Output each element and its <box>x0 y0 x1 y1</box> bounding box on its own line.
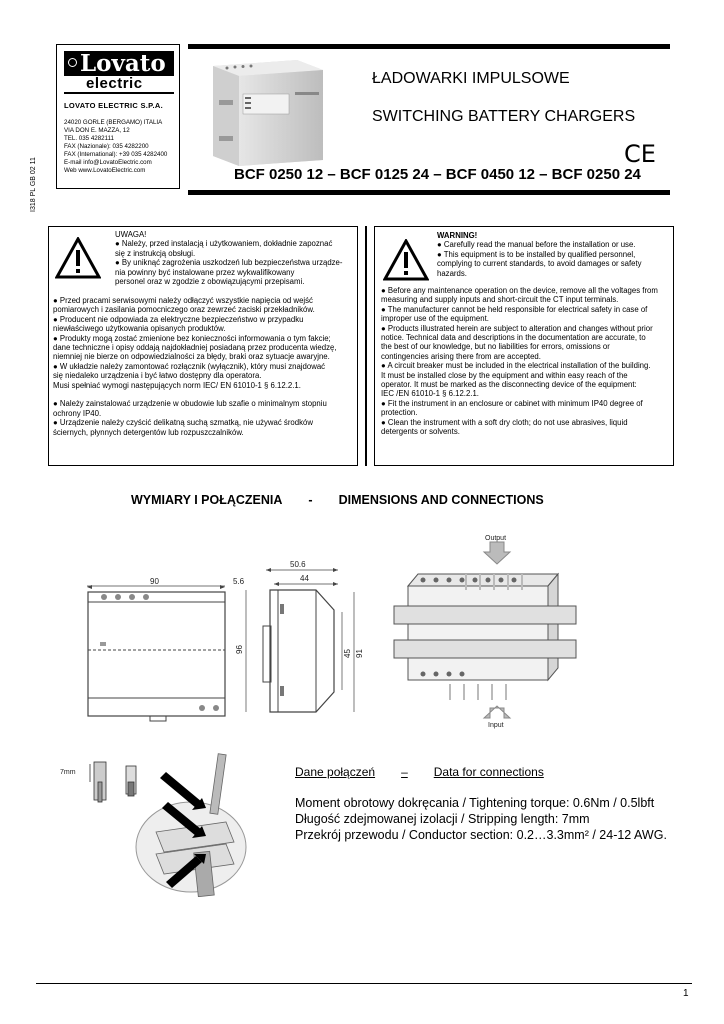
connection-detail-image <box>56 752 256 897</box>
dim-height-inner: 45 <box>343 649 352 658</box>
dim-height-outer: 91 <box>355 649 364 658</box>
warning-triangle-icon <box>55 237 101 279</box>
connection-data-title: Dane połączeń – Data for connections <box>295 765 544 779</box>
dim-height: 96 <box>235 645 244 654</box>
dimensions-section-title: WYMIARY I POŁĄCZENIA - DIMENSIONS AND CONNECTIONS <box>131 493 544 507</box>
output-label: Output <box>485 535 507 542</box>
warning-triangle-icon <box>383 239 429 281</box>
dim-depth: 44 <box>300 574 309 583</box>
company-name: LOVATO ELECTRIC S.P.A. <box>64 101 163 110</box>
front-view-drawing <box>87 585 225 721</box>
page-number: 1 <box>683 988 689 999</box>
company-address: 24020 GORLE (BERGAMO) ITALIA VIA DON E. MAZZA, 12 TEL. 035 4282111 FAX (Nazionale): 035 4282200 FAX (International): +39 035 4282400 E-mail info@LovatoElectric.com Web www.LovatoElectric.com <box>64 119 168 174</box>
side-view-drawing <box>246 568 354 712</box>
header-rule-top <box>188 44 670 49</box>
title-english: SWITCHING BATTERY CHARGERS <box>372 108 636 125</box>
tightening-torque: Moment obrotowy dokręcania / Tightening torque: 0.6Nm / 0.5lbft <box>295 796 655 810</box>
header-rule-bottom <box>188 190 670 195</box>
document-code: I318 PL GB 02 11 <box>30 157 37 212</box>
ce-mark-icon: CE <box>624 140 656 168</box>
conductor-section: Przekrój przewodu / Conductor section: 0.2…3.3mm² / 24-12 AWG. <box>295 828 667 842</box>
input-label: Input <box>488 722 504 729</box>
dim-depth-offset: 5.6 <box>233 577 245 586</box>
title-polish: ŁADOWARKI IMPULSOWE <box>372 70 570 87</box>
company-info-box <box>56 44 180 189</box>
warning-box-english: WARNING! ● Carefully read the manual before the installation or use. ● This equipment is to be installed by qualified personnel, complying to current standards, to avoid damages or safety hazards. ● Before any maintenance operation on the device, remove all the voltages from measuring and supply inputs and short-circuit the CT input terminals. ● The manufacturer cannot be held responsible for electrical safety in case of improper use of the equipment. ● Products illustrated herein are subject to alteration and changes without prior notice. Technical data and descriptions in the documentation are accurate, to the best of our knowledge, but no liabilities for errors, omissions or contingencies arising there from are accepted. ● A circuit breaker must be included in the electrical installation of the building. It must be installed close by the equipment and within easy reach of the operator. It must be marked as the disconnecting device of the equipment: IEC /EN 61010-1 § 6.12.2.1. ● Fit the instrument in an enclosure or cabinet with minimum IP40 degree of protection. ● Clean the instrument with a soft dry cloth; do not use abrasives, liquid detergents or solvents. <box>374 226 674 466</box>
device-photo <box>205 56 335 168</box>
lovato-logo: Lovato electric <box>64 51 174 91</box>
model-list: BCF 0250 12 – BCF 0125 24 – BCF 0450 12 – BCF 0250 24 <box>234 166 641 183</box>
dim-width: 90 <box>150 577 159 586</box>
stripping-length: Długość zdejmowanej izolacji / Stripping length: 7mm <box>295 812 590 826</box>
warning-divider <box>365 226 367 466</box>
warning-box-polish: UWAGA! ● Należy, przed instalacją i użytkowaniem, dokładnie zapoznać się z instrukcją obsługi. ● By uniknąć zagrożenia uszkodzeń lub bezpieczeństwa urządze- nia powinny być instalowane przez wykwalifikowany personel oraz w zgodzie z obowiązującymi przepisami. ● Przed pracami serwisowymi należy odłączyć wszystkie napięcia od wejść pomiarowych i zasilania pomocniczego oraz zewrzeć zaciski przekładników. ● Producent nie odpowiada za elektryczne bezpieczeństwo w przypadku niewłaściwego użytkowania opisanych produktów. ● Produkty mogą zostać zmienione bez konieczności informowania o tym fakcie; dane techniczne i opisy oddają najdokładniej posiadaną przez producenta wiedzę, niemniej nie bierze on odpowiedzialności za błędy, braki oraz sytuacje awaryjne. ● W układzie należy zamontować rozłącznik (wyłącznik), który musi znajdować się niedaleko urządzenia i być łatwo dostępny dla operatora. Musi spełniać wymogi następujących norm IEC/ EN 61010-1 § 6.12.2.1. ● Należy zainstalować urządzenie w obudowie lub szafie o minimalnym stopniu ochrony IP40. ● Urządzenie należy czyścić delikatną suchą szmatką, nie używać środków ściernych, płynnych detergentów lub rozpuszczalników. <box>48 226 358 466</box>
dimension-drawings <box>78 530 638 730</box>
strip-length-label: 7mm <box>60 769 76 776</box>
dim-depth-total: 50.6 <box>290 560 306 569</box>
footer-rule <box>36 983 692 984</box>
isometric-connection-drawing <box>394 542 576 718</box>
